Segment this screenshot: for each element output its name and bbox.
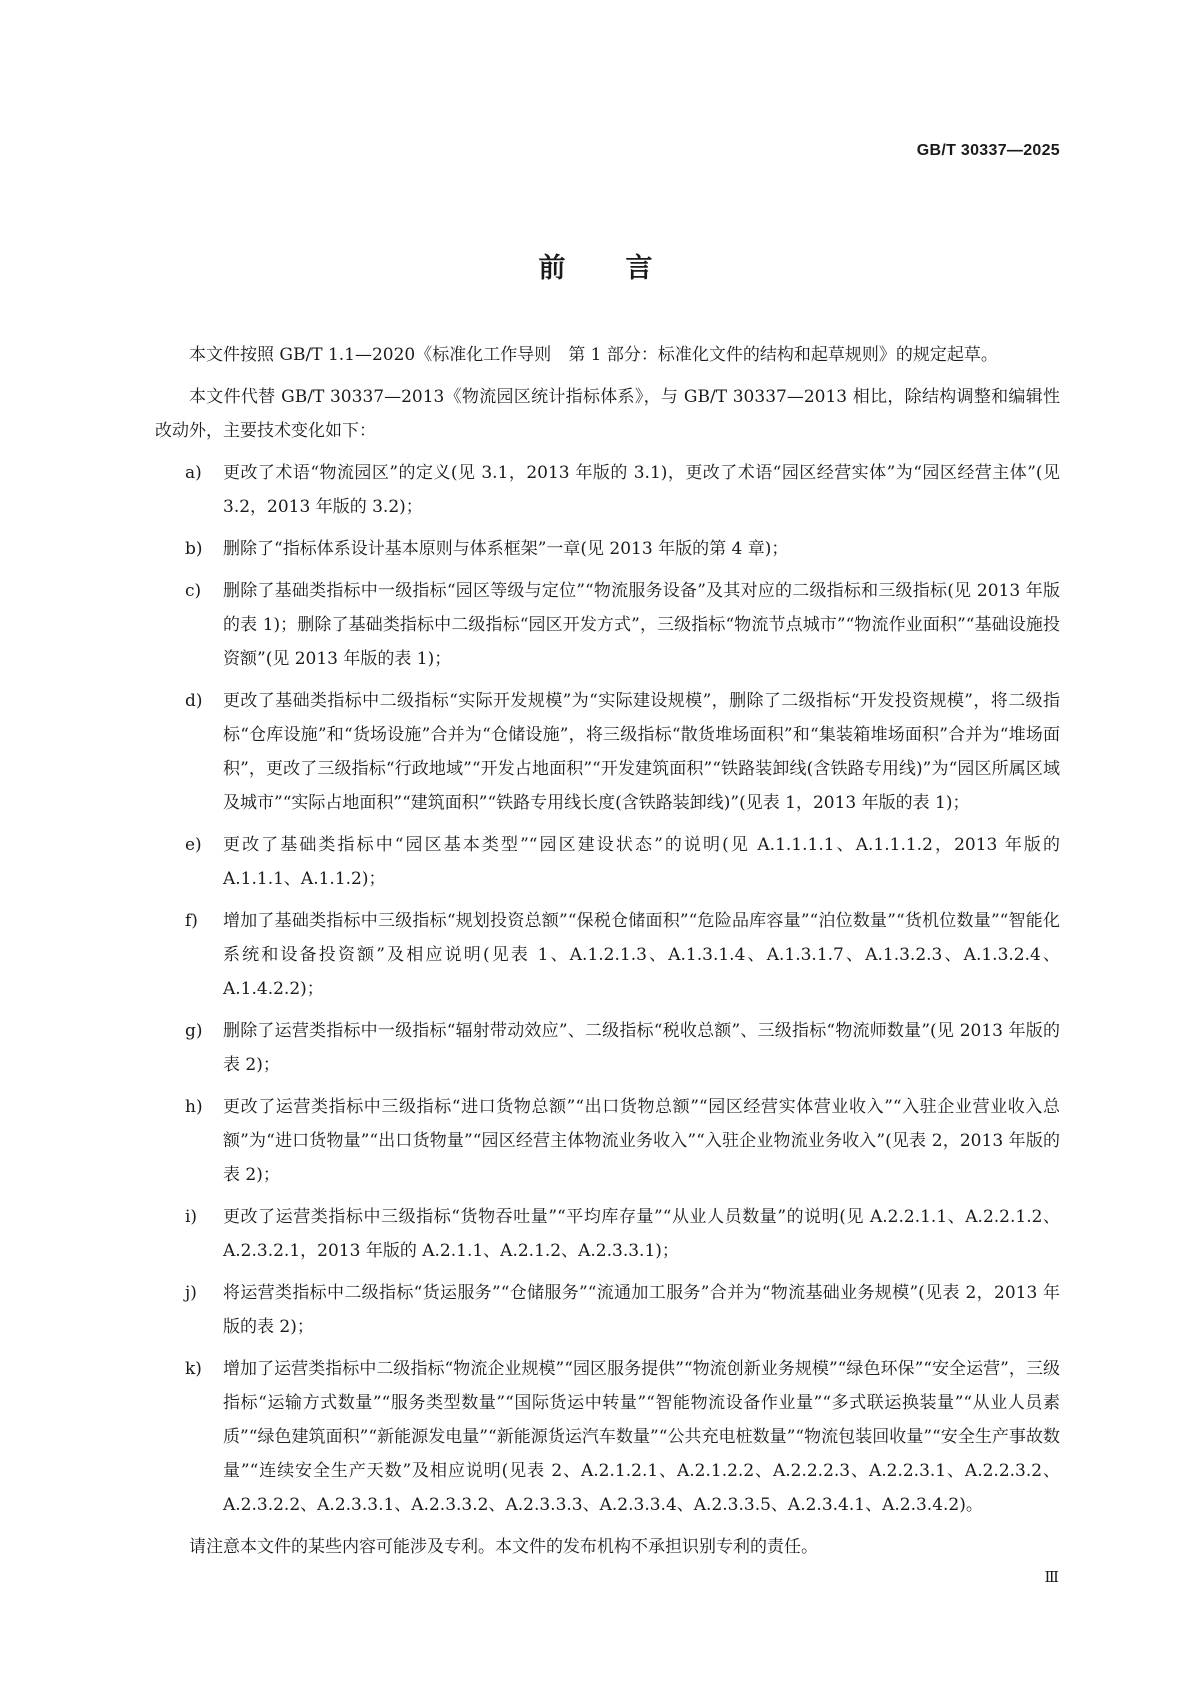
list-item-label: i) [185,1207,198,1227]
list-item-text: 删除了运营类指标中一级指标“辐射带动效应”、二级指标“税收总额”、三级指标“物流师数量”(见 2013 年版的表 2)； [223,1021,1060,1075]
list-item-label: a) [185,463,202,483]
list-item [155,1200,1060,1268]
list-item [155,574,1060,676]
list-item-text: 增加了运营类指标中二级指标“物流企业规模”“园区服务提供”“物流创新业务规模”“绿色环保”“安全运营”，三级指标“运输方式数量”“服务类型数量”“国际货运中转量”“智能物流设备作业量”“多式联运换装量”“从业人员素质”“绿色建筑面积”“新能源发电量”“新能源货运汽车数量”“公共充电桩数量”“物流包装回收量”“安全生产事故数量”“连续安全生产天数”及相应说明(见表 2、A.2.1.2.1、A.2.1.2.2、A.2.2.2.3、A.2.2.3.1、A.2.2.3.2、A.2.3.2.2、A.2.3.3.1、A.2.3.3.2、A.2.3.3.3、A.2.3.3.4、A.2.3.3.5、A.2.3.4.1、A.2.3.4.2)。 [223,1359,1060,1515]
list-item-label: h) [185,1097,203,1117]
list-item-text: 更改了术语“物流园区”的定义(见 3.1，2013 年版的 3.1)，更改了术语“园区经营实体”为“园区经营主体”(见 3.2，2013 年版的 3.2)； [223,463,1060,517]
list-item [155,904,1060,1006]
list-item-label: j) [185,1283,197,1303]
list-item-text: 更改了运营类指标中三级指标“货物吞吐量”“平均库存量”“从业人员数量”的说明(见 A.2.2.1.1、A.2.2.1.2、A.2.3.2.1，2013 年版的 A.2.1.1、A.2.1.2、A.2.3.3.1)； [223,1207,1060,1261]
list-item [155,1090,1060,1192]
changes-list [155,456,1060,1522]
list-item-label: f) [185,911,198,931]
intro-paragraph-1: 本文件按照 GB/T 1.1—2020《标准化工作导则 第 1 部分：标准化文件的结构和起草规则》的规定起草。 [189,345,998,365]
list-item-text: 增加了基础类指标中三级指标“规划投资总额”“保税仓储面积”“危险品库容量”“泊位数量”“货机位数量”“智能化系统和设备投资额”及相应说明(见表 1、A.1.2.1.3、A.1.3.1.4、A.1.3.1.7、A.1.3.2.3、A.1.3.2.4、A.1.4.2.2)； [223,911,1060,999]
list-item [155,456,1060,524]
intro-paragraph-2: 本文件代替 GB/T 30337—2013《物流园区统计指标体系》，与 GB/T 30337—2013 相比，除结构调整和编辑性改动外，主要技术变化如下： [155,387,1060,441]
list-item-text: 更改了运营类指标中三级指标“进口货物总额”“出口货物总额”“园区经营实体营业收入”“入驻企业营业收入总额”为“进口货物量”“出口货物量”“园区经营主体物流业务收入”“入驻企业物流业务收入”(见表 2，2013 年版的表 2)； [223,1097,1060,1185]
list-item-text: 更改了基础类指标中二级指标“实际开发规模”为“实际建设规模”，删除了二级指标“开发投资规模”，将二级指标“仓库设施”和“货场设施”合并为“仓储设施”，将三级指标“散货堆场面积”和“集装箱堆场面积”合并为“堆场面积”，更改了三级指标“行政地域”“开发占地面积”“开发建筑面积”“铁路装卸线(含铁路专用线)”为“园区所属区域及城市”“实际占地面积”“建筑面积”“铁路专用线长度(含铁路装卸线)”(见表 1，2013 年版的表 1)； [223,691,1060,813]
patent-notice: 请注意本文件的某些内容可能涉及专利。本文件的发布机构不承担识别专利的责任。 [189,1537,818,1557]
document-body [155,338,1060,1564]
page-title: 前言 [538,253,713,284]
list-item [155,532,1060,566]
list-item-label: e) [185,835,202,855]
list-item-label: c) [185,581,202,601]
list-item [155,1276,1060,1344]
list-item-label: g) [185,1021,203,1041]
list-item [155,1014,1060,1082]
list-item-label: k) [185,1359,202,1379]
list-item-text: 将运营类指标中二级指标“货运服务”“仓储服务”“流通加工服务”合并为“物流基础业务规模”(见表 2，2013 年版的表 2)； [223,1283,1060,1337]
list-item-label: d) [185,691,203,711]
list-item-text: 更改了基础类指标中“园区基本类型”“园区建设状态”的说明(见 A.1.1.1.1、A.1.1.1.2，2013 年版的 A.1.1.1、A.1.1.2)； [223,835,1060,889]
list-item-label: b) [185,539,203,559]
list-item [155,828,1060,896]
list-item [155,684,1060,820]
list-item-text: 删除了基础类指标中一级指标“园区等级与定位”“物流服务设备”及其对应的二级指标和三级指标(见 2013 年版的表 1)；删除了基础类指标中二级指标“园区开发方式”，三级指标“物流节点城市”“物流作业面积”“基础设施投资额”(见 2013 年版的表 1)； [223,581,1060,669]
list-item [155,1352,1060,1522]
list-item-text: 删除了“指标体系设计基本原则与体系框架”一章(见 2013 年版的第 4 章)； [223,539,789,559]
page-number: Ⅲ [1044,1568,1059,1586]
standard-number: GB/T 30337—2025 [916,142,1060,159]
